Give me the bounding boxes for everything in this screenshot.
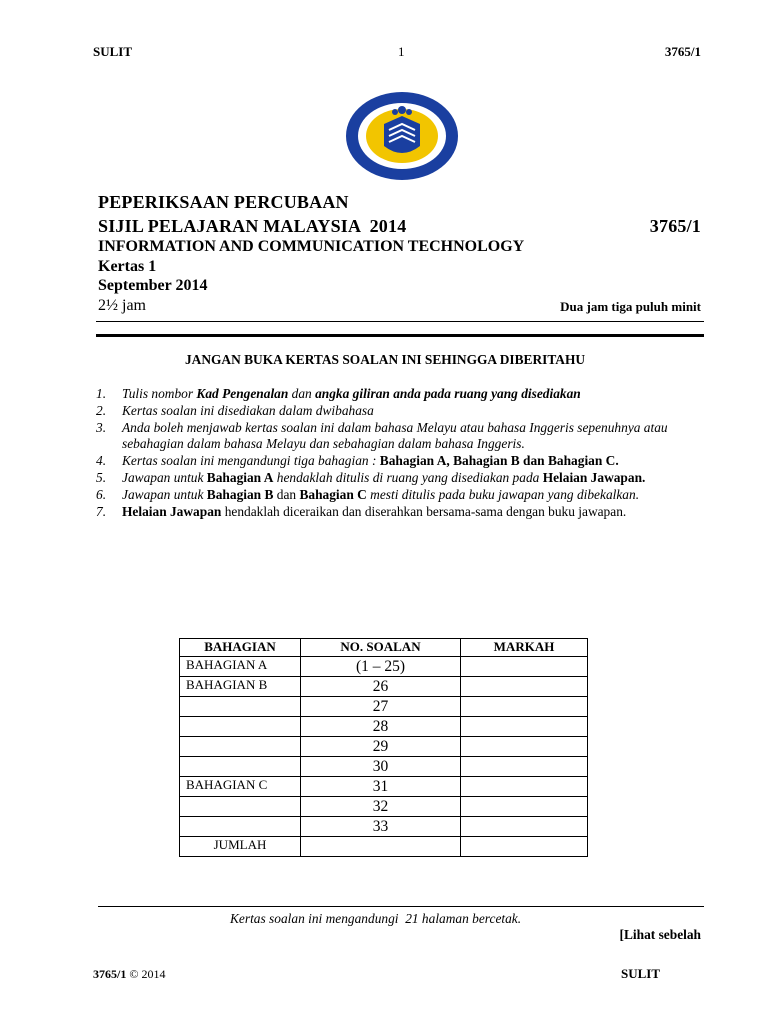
table-row [180, 717, 588, 737]
marks-table [179, 638, 588, 857]
section-cell [180, 797, 301, 817]
marks-cell[interactable] [461, 657, 588, 677]
exam-title-line1: PEPERIKSAAN PERCUBAAN [98, 192, 349, 212]
instruction-number: 7. [96, 503, 107, 519]
exam-title-line2: SIJIL PELAJARAN MALAYSIA 2014 [98, 216, 407, 236]
exam-code: 3765/1 [649, 216, 701, 236]
section-cell: JUMLAH [180, 837, 301, 857]
table-row [180, 757, 588, 777]
section-cell: BAHAGIAN B [180, 677, 301, 697]
instruction-text: dan [288, 386, 316, 401]
instruction-item [96, 504, 716, 521]
section-cell: BAHAGIAN A [180, 657, 301, 677]
instruction-text: angka giliran anda pada ruang yang disediakan [315, 386, 581, 401]
question-cell: 32 [301, 797, 461, 817]
duration: 2½ jam [98, 297, 146, 314]
marks-cell[interactable] [461, 817, 588, 837]
table-row [180, 837, 588, 857]
question-cell: 27 [301, 697, 461, 717]
instruction-text: Bahagian B [206, 486, 274, 502]
section-cell [180, 817, 301, 837]
header-paper-code: 3765/1 [664, 44, 701, 59]
instruction-text: Jawapan untuk [122, 469, 207, 485]
instruction-item [96, 403, 716, 420]
question-cell: 31 [301, 777, 461, 797]
footer-copyright: © 2014 [129, 967, 166, 981]
exam-date: September 2014 [98, 277, 208, 294]
instruction-item [96, 453, 716, 470]
marks-cell[interactable] [461, 717, 588, 737]
instruction-text: Helaian Jawapan. [542, 469, 646, 485]
instruction-text: Kertas soalan ini mengandungi tiga bahagian : [122, 453, 380, 469]
table-row [180, 697, 588, 717]
section-cell [180, 697, 301, 717]
instruction-text: mesti ditulis pada buku jawapan yang dibekalkan. [366, 486, 640, 502]
instruction-number: 6. [96, 486, 107, 502]
instruction-text: Tulis nombor [122, 386, 197, 401]
marks-cell[interactable] [461, 737, 588, 757]
instruction-text: Bahagian A [206, 469, 274, 485]
footer-classification: SULIT [620, 966, 660, 981]
instruction-number: 1. [96, 386, 107, 401]
subject-title: INFORMATION AND COMMUNICATION TECHNOLOGY [98, 238, 525, 255]
warning-notice: JANGAN BUKA KERTAS SOALAN INI SEHINGGA DIBERITAHU [184, 352, 586, 367]
table-row [180, 817, 588, 837]
table-row [180, 657, 588, 677]
header-classification: SULIT [93, 44, 133, 59]
divider-thick [96, 334, 704, 337]
instruction-text: Kertas soalan ini disediakan dalam dwibahasa [122, 402, 374, 418]
crest-logo [343, 90, 461, 182]
section-cell: BAHAGIAN C [180, 777, 301, 797]
section-cell [180, 717, 301, 737]
marks-cell[interactable] [461, 677, 588, 697]
instruction-item [96, 386, 716, 403]
turn-over-note: [Lihat sebelah [619, 927, 701, 942]
question-cell: 26 [301, 677, 461, 697]
divider-thin [96, 321, 704, 322]
footer-rule [98, 906, 704, 907]
instruction-number: 5. [96, 469, 107, 485]
page-number: 1 [398, 44, 405, 59]
instruction-text: Helaian Jawapan [122, 503, 222, 519]
col-header-section: BAHAGIAN [180, 639, 301, 657]
instruction-number: 2. [96, 402, 107, 418]
instruction-item [96, 420, 716, 454]
instruction-text: Anda boleh menjawab kertas soalan ini dalam bahasa Melayu atau bahasa Inggeris sepenuhnya atau sebahagian dalam bahasa Melayu dan sebahagian dalam bahasa Inggeris. [122, 419, 668, 452]
marks-cell[interactable] [461, 697, 588, 717]
paper-number: Kertas 1 [98, 258, 157, 275]
table-header-row [180, 639, 588, 657]
instruction-text: Kad Pengenalan [196, 386, 289, 401]
question-cell: 33 [301, 817, 461, 837]
instruction-number: 4. [96, 453, 107, 469]
instruction-item [96, 487, 716, 504]
footer-paper-code: 3765/1 [93, 967, 127, 981]
instruction-number: 3. [96, 419, 107, 435]
instruction-text: Bahagian C [299, 486, 367, 502]
table-row [180, 737, 588, 757]
instruction-text: dan [273, 486, 300, 502]
instructions-list [96, 386, 716, 520]
section-cell [180, 737, 301, 757]
instruction-text: hendaklah diceraikan dan diserahkan bersama-sama dengan buku jawapan. [221, 503, 627, 519]
instruction-text: Bahagian A, Bahagian B dan Bahagian C. [379, 453, 619, 469]
instruction-text: hendaklah ditulis di ruang yang disediakan pada [273, 469, 543, 485]
col-header-question: NO. SOALAN [301, 639, 461, 657]
question-cell: 28 [301, 717, 461, 737]
duration-words: Dua jam tiga puluh minit [560, 299, 701, 314]
footer-code [93, 967, 165, 982]
question-cell: 29 [301, 737, 461, 757]
marks-cell[interactable] [461, 837, 588, 857]
question-cell: 30 [301, 757, 461, 777]
question-cell: (1 – 25) [301, 657, 461, 677]
table-row [180, 777, 588, 797]
instruction-item [96, 470, 716, 487]
marks-cell[interactable] [461, 757, 588, 777]
col-header-marks: MARKAH [461, 639, 588, 657]
instruction-text: Jawapan untuk [122, 486, 207, 502]
marks-cell[interactable] [461, 777, 588, 797]
table-row [180, 797, 588, 817]
table-row [180, 677, 588, 697]
section-cell [180, 757, 301, 777]
page-count-note: Kertas soalan ini mengandungi 21 halaman bercetak. [230, 911, 522, 926]
question-cell [301, 837, 461, 857]
marks-cell[interactable] [461, 797, 588, 817]
